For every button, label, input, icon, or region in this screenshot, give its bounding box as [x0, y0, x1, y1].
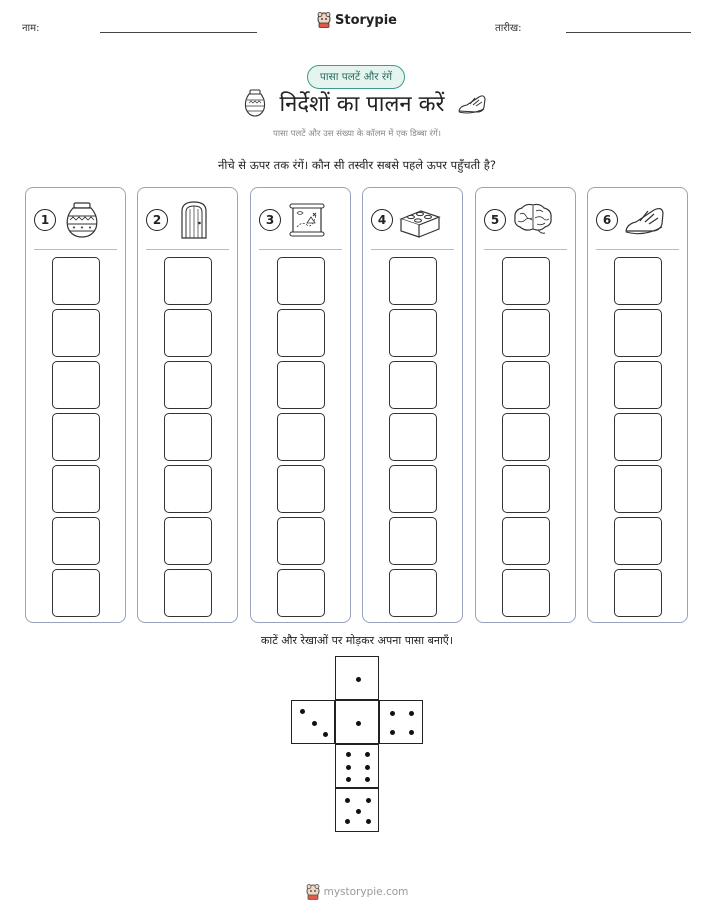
- color-box[interactable]: [52, 569, 100, 617]
- date-line[interactable]: [566, 32, 691, 33]
- pip: [300, 709, 305, 714]
- color-box[interactable]: [164, 257, 212, 305]
- pip: [312, 721, 317, 726]
- color-box[interactable]: [52, 465, 100, 513]
- brand-name: Storypie: [335, 12, 397, 28]
- column-number: 1: [34, 209, 56, 231]
- color-box[interactable]: [502, 257, 550, 305]
- pip: [365, 777, 370, 782]
- lego-brick-icon: [399, 201, 441, 239]
- pip: [323, 732, 328, 737]
- dice-face-1: [335, 656, 379, 700]
- name-line[interactable]: [100, 32, 257, 33]
- color-box[interactable]: [52, 361, 100, 409]
- color-box[interactable]: [52, 517, 100, 565]
- subtitle: पासा पलटें और उस संख्या के कॉलम में एक डिब्बा रंगें।: [273, 129, 441, 139]
- column-number: 2: [146, 209, 168, 231]
- date-label: तारीख:: [495, 23, 522, 34]
- color-box[interactable]: [614, 517, 662, 565]
- pip: [345, 819, 350, 824]
- column-5: [475, 187, 576, 623]
- dice-face-4: [379, 700, 423, 744]
- color-box[interactable]: [614, 569, 662, 617]
- color-box[interactable]: [614, 465, 662, 513]
- column-4: [362, 187, 463, 623]
- storypie-mascot-icon: [317, 12, 331, 28]
- pot-icon: [243, 89, 267, 117]
- color-box[interactable]: [389, 569, 437, 617]
- color-box[interactable]: [614, 361, 662, 409]
- color-box[interactable]: [277, 517, 325, 565]
- color-box[interactable]: [502, 413, 550, 461]
- door-icon: [174, 201, 214, 239]
- storypie-mascot-icon: [306, 884, 320, 900]
- color-box[interactable]: [277, 257, 325, 305]
- color-box[interactable]: [389, 413, 437, 461]
- column-number: 4: [371, 209, 393, 231]
- column-1: [25, 187, 126, 623]
- color-box[interactable]: [164, 413, 212, 461]
- column-2: [137, 187, 238, 623]
- column-header: [596, 200, 679, 240]
- color-box[interactable]: [52, 309, 100, 357]
- pip: [356, 809, 361, 814]
- color-box[interactable]: [502, 465, 550, 513]
- column-header: [146, 200, 229, 240]
- color-box[interactable]: [389, 465, 437, 513]
- footer: [0, 884, 714, 900]
- name-label: नाम:: [22, 23, 40, 34]
- color-box[interactable]: [164, 465, 212, 513]
- color-box[interactable]: [277, 465, 325, 513]
- column-number: 5: [484, 209, 506, 231]
- color-box[interactable]: [389, 309, 437, 357]
- color-box[interactable]: [277, 413, 325, 461]
- color-box[interactable]: [389, 517, 437, 565]
- brain-icon: [512, 201, 554, 239]
- sandal-icon: [457, 91, 487, 115]
- color-box[interactable]: [502, 309, 550, 357]
- color-box[interactable]: [164, 309, 212, 357]
- sandal-icon: [624, 201, 666, 239]
- column-6: [587, 187, 688, 623]
- pip: [346, 752, 351, 757]
- color-box[interactable]: [52, 413, 100, 461]
- color-box[interactable]: [164, 569, 212, 617]
- dice-face-3: [291, 700, 335, 744]
- color-box[interactable]: [52, 257, 100, 305]
- column-header: [34, 200, 117, 240]
- pip: [409, 730, 414, 735]
- page-title-row: [230, 88, 500, 118]
- activity-pill: पासा पलटें और रंगें: [307, 65, 405, 89]
- brand-logo: [0, 12, 714, 28]
- color-box[interactable]: [502, 517, 550, 565]
- cut-instruction: काटें और रेखाओं पर मोड़कर अपना पासा बनाएँ।: [260, 634, 454, 647]
- column-header: [371, 200, 454, 240]
- color-box[interactable]: [502, 569, 550, 617]
- dice-face-5: [335, 788, 379, 832]
- color-box[interactable]: [164, 361, 212, 409]
- pot-icon: [62, 201, 102, 239]
- color-box[interactable]: [502, 361, 550, 409]
- column-header: [259, 200, 342, 240]
- pip: [365, 765, 370, 770]
- column-header: [484, 200, 567, 240]
- color-box[interactable]: [277, 361, 325, 409]
- pip: [366, 819, 371, 824]
- column-number: 6: [596, 209, 618, 231]
- color-box[interactable]: [614, 413, 662, 461]
- pip: [346, 765, 351, 770]
- dice-face-1: [335, 700, 379, 744]
- instruction-text: नीचे से ऊपर तक रंगें। कौन सी तस्वीर सबसे पहले ऊपर पहुँचती है?: [217, 158, 497, 172]
- pip: [390, 730, 395, 735]
- pip: [409, 711, 414, 716]
- pip: [390, 711, 395, 716]
- column-number: 3: [259, 209, 281, 231]
- footer-site: mystorypie.com: [323, 886, 409, 898]
- color-box[interactable]: [389, 361, 437, 409]
- pip: [346, 777, 351, 782]
- pip: [366, 798, 371, 803]
- column-3: [250, 187, 351, 623]
- pip: [365, 752, 370, 757]
- page-title: निर्देशों का पालन करें: [279, 92, 445, 117]
- treasure-map-icon: [287, 201, 327, 239]
- color-box[interactable]: [164, 517, 212, 565]
- pip: [356, 677, 361, 682]
- color-box[interactable]: [614, 257, 662, 305]
- color-box[interactable]: [614, 309, 662, 357]
- color-box[interactable]: [277, 569, 325, 617]
- pip: [345, 798, 350, 803]
- color-box[interactable]: [277, 309, 325, 357]
- dice-face-6: [335, 744, 379, 788]
- pip: [356, 721, 361, 726]
- color-box[interactable]: [389, 257, 437, 305]
